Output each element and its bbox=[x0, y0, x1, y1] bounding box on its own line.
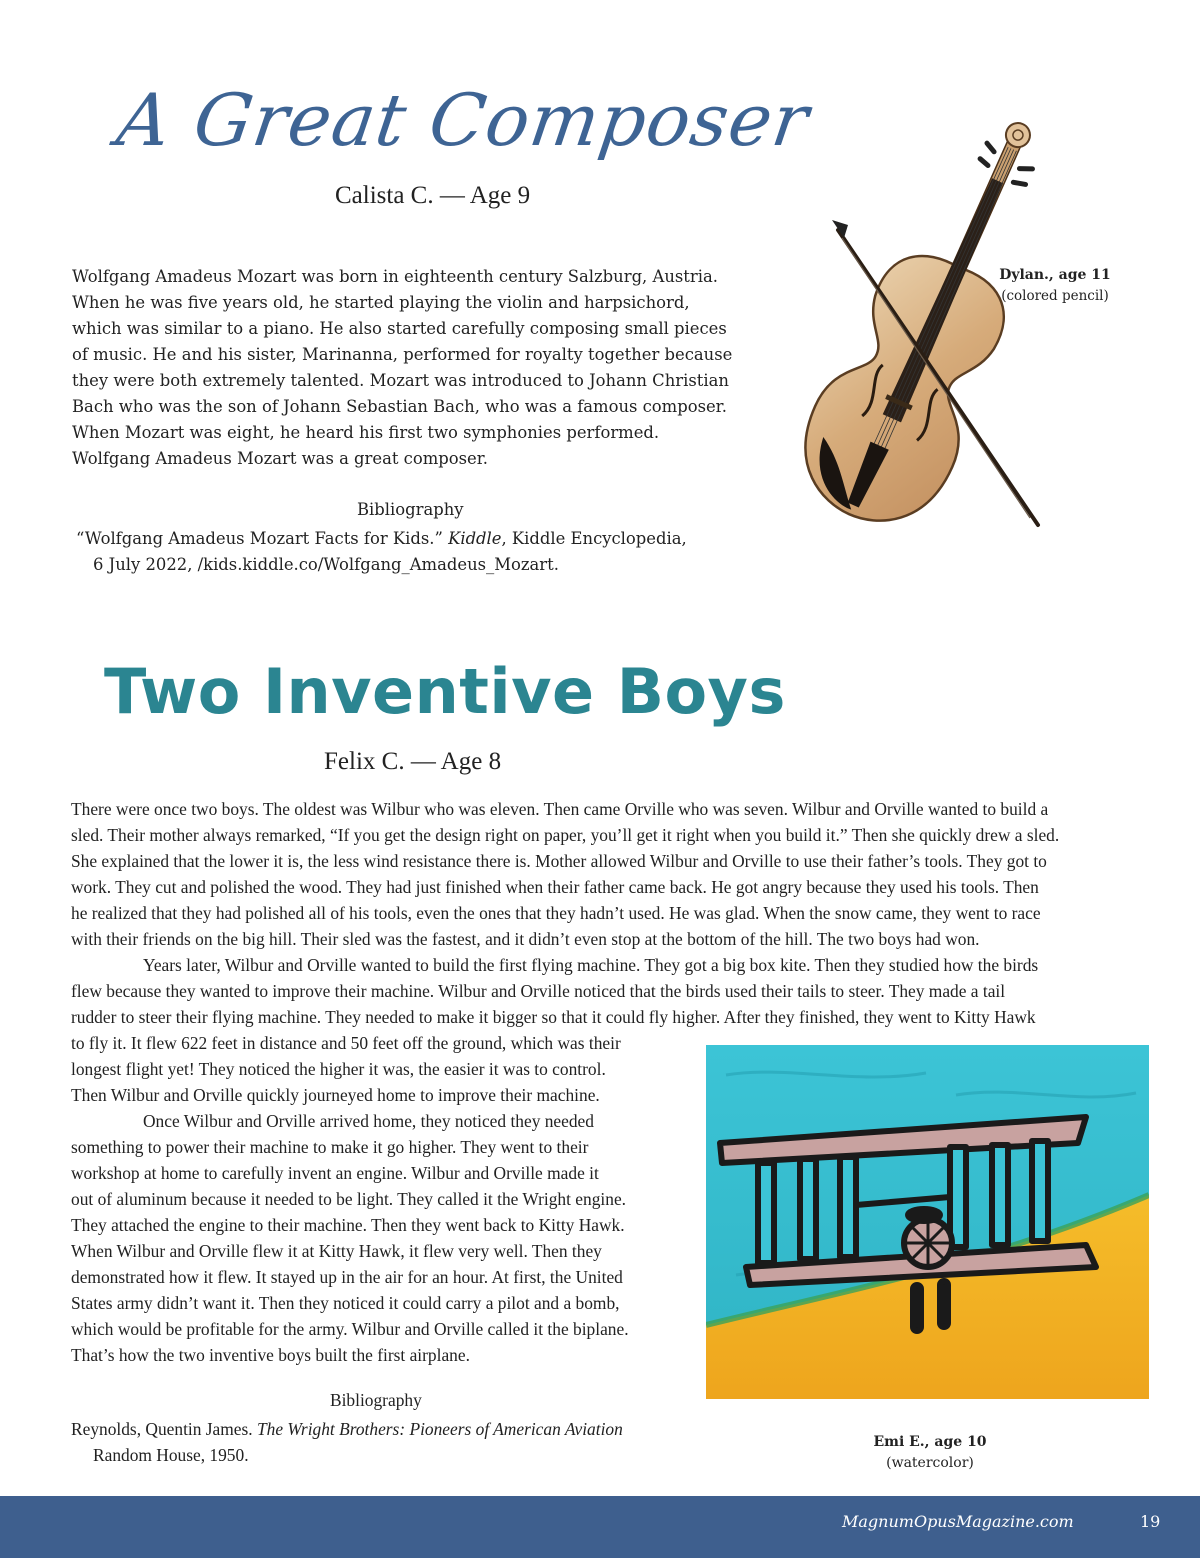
body-line: Once Wilbur and Orville arrived home, they noticed they needed bbox=[143, 1111, 594, 1131]
artist-name: Dylan., age 11 bbox=[999, 267, 1111, 283]
page-number: 19 bbox=[1140, 1512, 1161, 1531]
bibliography-prefix: “Wolfgang Amadeus Mozart Facts for Kids.” bbox=[76, 529, 449, 548]
body-line: That’s how the two inventive boys built the first airplane. bbox=[71, 1345, 470, 1365]
bibliography-entry bbox=[76, 526, 736, 578]
body-line: When he was five years old, he started playing the violin and harpsichord, bbox=[72, 293, 690, 312]
bibliography-heading: Bibliography bbox=[330, 1390, 422, 1410]
body-line: rudder to steer their flying machine. They needed to make it bigger so that it could fly higher. After they finished, they went to Kitty Hawk bbox=[71, 1007, 1036, 1027]
bibliography-line2: 6 July 2022, /kids.kiddle.co/Wolfgang_Amadeus_Mozart. bbox=[93, 555, 559, 574]
body-line: She explained that the lower it is, the less wind resistance there is. Mother allowed Wilbur and Orville to use their father’s tools. They got to bbox=[71, 851, 1047, 871]
article-title-inventive-boys: Two Inventive Boys bbox=[104, 655, 786, 728]
body-line: When Wilbur and Orville flew it at Kitty Hawk, it flew very well. Then they bbox=[71, 1241, 602, 1261]
body-line: They attached the engine to their machine. Then they went back to Kitty Hawk. bbox=[71, 1215, 625, 1235]
article-title-composer: A Great Composer bbox=[112, 78, 815, 162]
body-line: which would be profitable for the army. Wilbur and Orville called it the biplane. bbox=[71, 1319, 629, 1339]
body-line: something to power their machine to make it go higher. They went to their bbox=[71, 1137, 589, 1157]
article-byline-felix: Felix C. — Age 8 bbox=[324, 748, 502, 775]
body-line: sled. Their mother always remarked, “If you get the design right on paper, you’ll get it right when you build it.” Then she quickly drew a sled. bbox=[71, 825, 1060, 845]
body-line: Wolfgang Amadeus Mozart was a great composer. bbox=[72, 449, 488, 468]
bibliography-line2: Random House, 1950. bbox=[93, 1445, 249, 1465]
article-byline-calista: Calista C. — Age 9 bbox=[335, 182, 531, 209]
body-line: out of aluminum because it needed to be light. They called it the Wright engine. bbox=[71, 1189, 627, 1209]
page-footer bbox=[0, 1496, 1200, 1558]
body-line: demonstrated how it flew. It stayed up in the air for an hour. At first, the United bbox=[71, 1267, 623, 1287]
body-line: which was similar to a piano. He also started carefully composing small pieces bbox=[72, 319, 727, 338]
body-line: There were once two boys. The oldest was Wilbur who was eleven. Then came Orville who was seven. Wilbur and Orville wanted to build a bbox=[71, 799, 1049, 819]
body-line: they were both extremely talented. Mozart was introduced to Johann Christian bbox=[72, 371, 729, 390]
bibliography-source: Kiddle bbox=[448, 529, 502, 548]
body-line: Then Wilbur and Orville quickly journeyed home to improve their machine. bbox=[71, 1085, 600, 1105]
body-line: flew because they wanted to improve their machine. Wilbur and Orville noticed that the birds used their tails to steer. They made a tail bbox=[71, 981, 1006, 1001]
body-line: he realized that they had polished all of his tools, even the ones that they hadn’t used. He was glad. When the snow came, they went to race bbox=[71, 903, 1041, 923]
bibliography-entry bbox=[71, 1416, 623, 1468]
body-line: longest flight yet! They noticed the higher it was, the easier it was to control. bbox=[71, 1059, 606, 1079]
body-line: States army didn’t want it. Then they noticed it could carry a pilot and a bomb, bbox=[71, 1293, 620, 1313]
body-line: of music. He and his sister, Marinanna, performed for royalty together because bbox=[72, 345, 733, 364]
violin-drawing bbox=[790, 120, 1070, 540]
artist-name: Emi E., age 10 bbox=[873, 1434, 987, 1450]
artwork-caption-violin bbox=[975, 265, 1135, 307]
footer-website: MagnumOpusMagazine.com bbox=[842, 1512, 1074, 1531]
biplane-illustration bbox=[706, 1045, 1149, 1399]
body-line: When Mozart was eight, he heard his first two symphonies performed. bbox=[72, 423, 660, 442]
violin-illustration bbox=[790, 120, 1070, 540]
body-line: work. They cut and polished the wood. They had just finished when their father came back. He got angry because they used his tools. Then bbox=[71, 877, 1039, 897]
body-line: to fly it. It flew 622 feet in distance and 50 feet off the ground, which was their bbox=[71, 1033, 621, 1053]
artwork-medium: (watercolor) bbox=[886, 1455, 974, 1471]
body-line: Bach who was the son of Johann Sebastian Bach, who was a famous composer. bbox=[72, 397, 727, 416]
bibliography-prefix: Reynolds, Quentin James. bbox=[71, 1419, 257, 1439]
artwork-caption-biplane bbox=[850, 1432, 1010, 1474]
biplane-painting bbox=[706, 1045, 1149, 1399]
body-line: Wolfgang Amadeus Mozart was born in eighteenth century Salzburg, Austria. bbox=[72, 267, 718, 286]
bibliography-suffix: , Kiddle Encyclopedia, bbox=[501, 529, 687, 548]
article-body-composer bbox=[72, 264, 752, 472]
bibliography-source: The Wright Brothers: Pioneers of American Aviation bbox=[256, 1419, 623, 1439]
bibliography-heading: Bibliography bbox=[357, 500, 464, 519]
body-line: with their friends on the big hill. Their sled was the fastest, and it didn’t even stop at the bottom of the hill. The two boys had won. bbox=[71, 929, 980, 949]
artwork-medium: (colored pencil) bbox=[1001, 288, 1109, 304]
body-line: Years later, Wilbur and Orville wanted to build the first flying machine. They got a big box kite. Then they studied how the birds bbox=[143, 955, 1039, 975]
body-line: workshop at home to carefully invent an engine. Wilbur and Orville made it bbox=[71, 1163, 599, 1183]
